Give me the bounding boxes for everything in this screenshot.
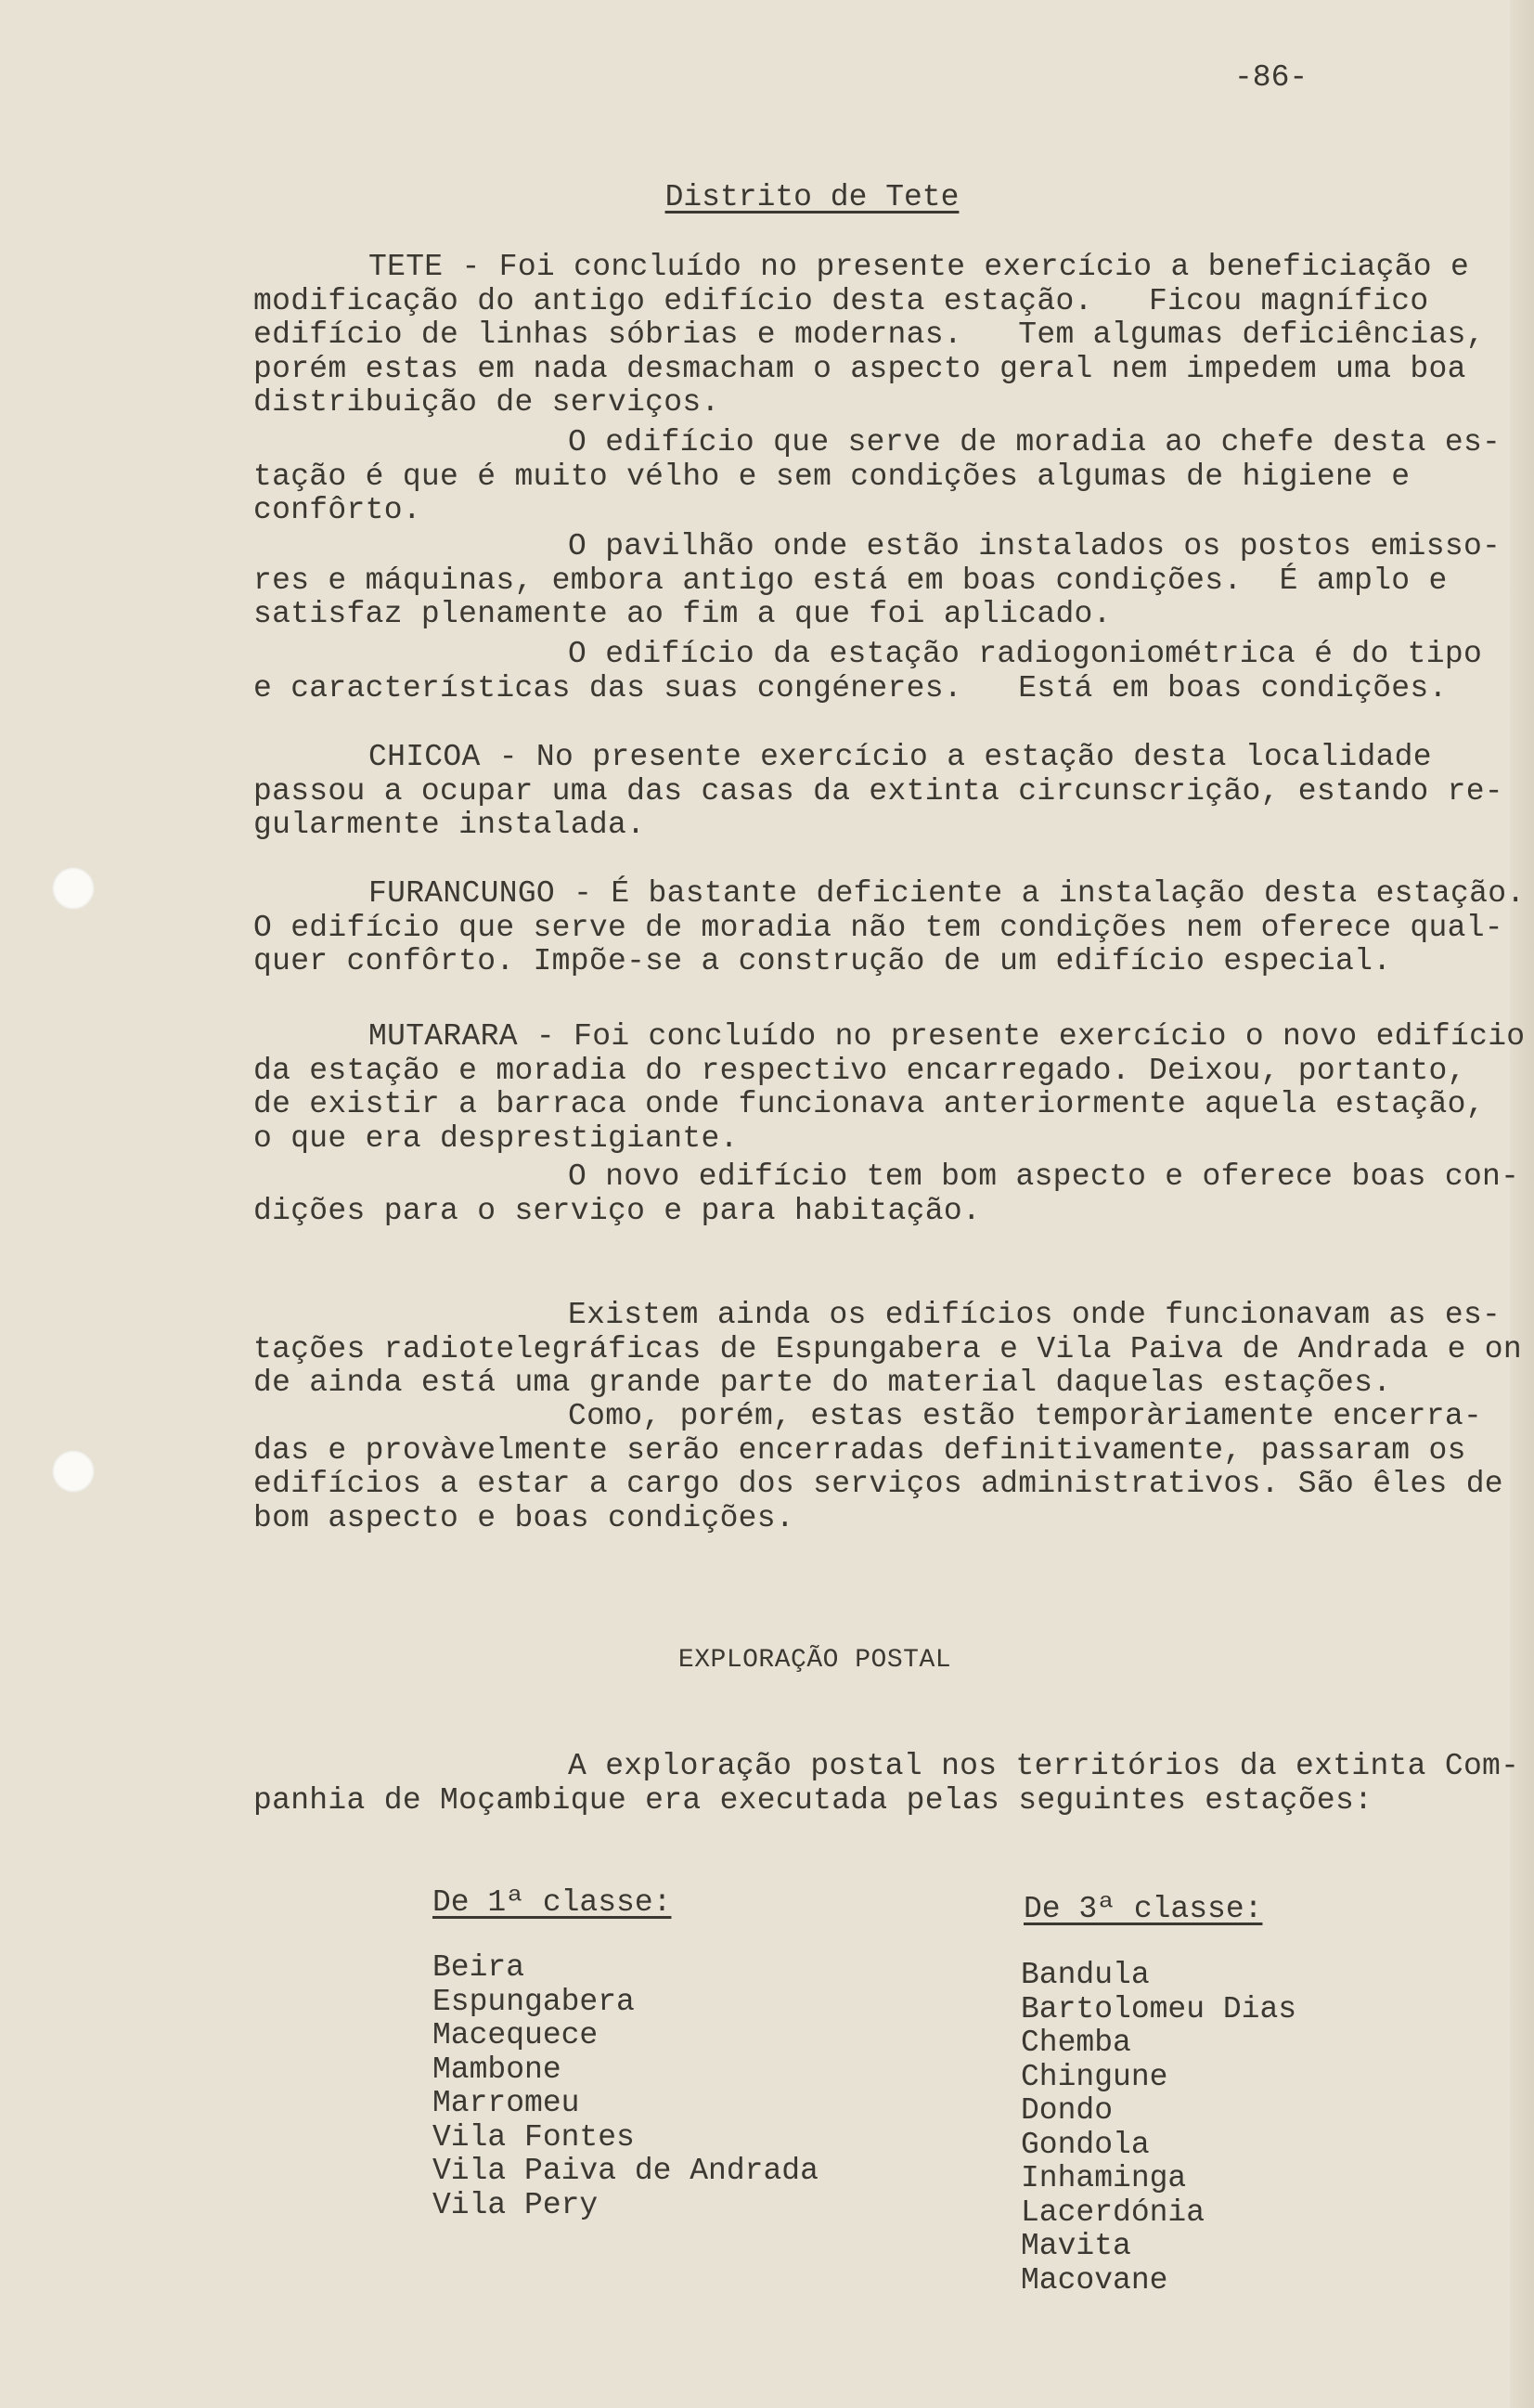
station-item: Vila Fontes	[432, 2119, 635, 2155]
station-item: Vila Paiva de Andrada	[432, 2154, 819, 2188]
text-line: CHICOA - No presente exercício a estação desta localidade	[368, 740, 1432, 774]
paragraph-tete-4	[253, 638, 1482, 706]
paragraph-como	[253, 1400, 1503, 1535]
text-line: O edifício que serve de moradia não tem condições nem oferece qual-	[253, 910, 1503, 945]
text-line: quer confôrto. Impõe-se a construção de um edifício especial.	[253, 944, 1392, 978]
text-line: Como, porém, estas estão temporàriamente encerra-	[568, 1399, 1483, 1433]
station-item: Bartolomeu Dias	[1021, 1991, 1297, 2026]
title-text: Distrito de Tete	[664, 180, 960, 214]
paragraph-mutarara-1	[253, 1020, 1525, 1156]
text-line: Existem ainda os edifícios onde funcionavam as es-	[568, 1298, 1502, 1332]
text-line: tações radiotelegráficas de Espungabera e Vila Paiva de Andrada e on	[253, 1331, 1523, 1366]
text-line: passou a ocupar uma das casas da extinta circunscrição, estando re-	[253, 773, 1503, 809]
station-item: Gondola	[1021, 2127, 1150, 2162]
text-line: O pavilhão onde estão instalados os postos emisso-	[568, 529, 1502, 563]
station-item: Espungabera	[432, 1984, 635, 2019]
station-item: Bandula	[1021, 1958, 1150, 1992]
station-item: Mavita	[1021, 2229, 1131, 2263]
paragraph-tete-1	[253, 251, 1485, 421]
text-line: tação é que é muito vélho e sem condições algumas de higiene e	[253, 459, 1411, 494]
text-line: distribuição de serviços.	[253, 385, 720, 420]
paragraph-tete-3	[253, 530, 1501, 632]
paragraph-mutarara-2	[253, 1160, 1519, 1228]
station-item: Mambone	[432, 2052, 561, 2087]
station-item: Marromeu	[432, 2086, 580, 2120]
paragraph-exploracao	[253, 1750, 1519, 1818]
text-line: edifícios a estar a cargo dos serviços administrativos. São êles de	[253, 1467, 1503, 1501]
punch-hole	[52, 867, 95, 910]
station-item: Dondo	[1021, 2093, 1114, 2128]
third-class-list	[1021, 1959, 1296, 2298]
text-line: porém estas em nada desmacham o aspecto geral nem impedem uma boa	[253, 351, 1466, 386]
text-line: dições para o serviço e para habitação.	[253, 1193, 982, 1228]
text-line: gularmente instalada.	[253, 808, 646, 842]
paragraph-furancungo	[253, 877, 1525, 979]
text-line: O novo edifício tem bom aspecto e oferece boas con-	[568, 1159, 1520, 1194]
text-line: o que era desprestigiante.	[253, 1120, 739, 1156]
text-line: de ainda está uma grande parte do material daquelas estações.	[253, 1366, 1392, 1400]
station-item: Vila Pery	[432, 2187, 599, 2222]
station-item: Macequece	[432, 2018, 599, 2052]
paragraph-chicoa	[253, 741, 1503, 843]
station-item: Beira	[432, 1950, 525, 1985]
station-item: Chemba	[1021, 2026, 1131, 2060]
text-line: edifício de linhas sóbrias e modernas. Tem algumas deficiências,	[253, 317, 1485, 352]
text-line: bom aspecto e boas condições.	[253, 1500, 794, 1535]
first-class-heading: De 1ª classe:	[432, 1885, 672, 1920]
third-class-heading: De 3ª classe:	[1024, 1892, 1263, 1926]
text-line: O edifício que serve de moradia ao chefe desta es-	[568, 425, 1502, 460]
text-line: TETE - Foi concluído no presente exercício a beneficiação e	[368, 250, 1470, 284]
section-title: EXPLORAÇÃO POSTAL	[677, 1646, 952, 1675]
page-title	[0, 180, 1534, 214]
text-line: e características das suas congéneres. Está em boas condições.	[253, 670, 1448, 706]
text-line: de existir a barraca onde funcionava anteriormente aquela estação,	[253, 1087, 1485, 1121]
station-item: Chingune	[1021, 2059, 1168, 2094]
text-line: A exploração postal nos territórios da extinta Com-	[568, 1749, 1520, 1783]
text-line: panhia de Moçambique era executada pelas seguintes estações:	[253, 1782, 1373, 1818]
page-number: -86-	[1234, 60, 1308, 95]
text-line: satisfaz plenamente ao fim a que foi aplicado.	[253, 597, 1112, 631]
text-line: modificação do antigo edifício desta estação. Ficou magnífico	[253, 283, 1429, 318]
station-item: Lacerdónia	[1021, 2194, 1205, 2230]
text-line: O edifício da estação radiogoniométrica é do tipo	[568, 637, 1483, 671]
text-line: res e máquinas, embora antigo está em boas condições. É amplo e	[253, 563, 1448, 598]
station-item: Inhaminga	[1021, 2161, 1187, 2195]
first-class-list	[432, 1951, 819, 2222]
station-item: Macovane	[1021, 2262, 1168, 2298]
punch-hole	[52, 1450, 95, 1493]
text-line: das e provàvelmente serão encerradas definitivamente, passaram os	[253, 1432, 1466, 1468]
paragraph-existem	[253, 1299, 1522, 1401]
text-line: confôrto.	[253, 493, 421, 527]
text-line: FURANCUNGO - É bastante deficiente a instalação desta estação.	[368, 876, 1526, 911]
text-line: MUTARARA - Foi concluído no presente exercício o novo edifício	[368, 1019, 1526, 1054]
paragraph-tete-2	[253, 426, 1501, 528]
text-line: da estação e moradia do respectivo encarregado. Deixou, portanto,	[253, 1053, 1466, 1088]
